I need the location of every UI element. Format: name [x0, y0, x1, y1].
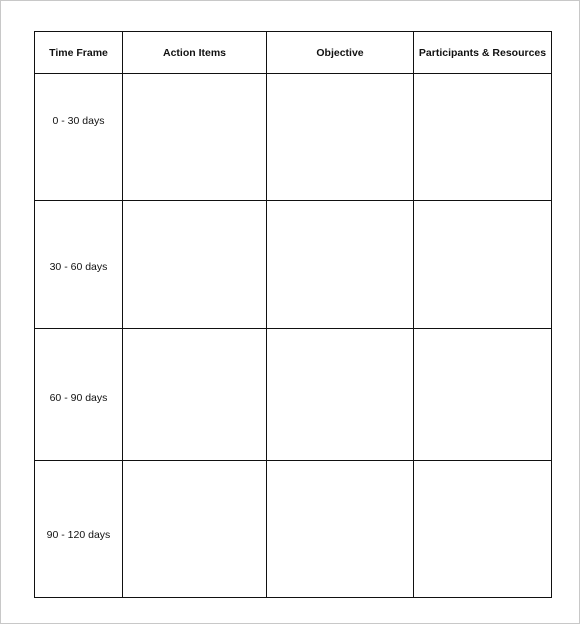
header-time-frame: Time Frame [35, 32, 123, 74]
action-items-cell[interactable] [123, 74, 267, 201]
header-participants-resources: Participants & Resources [414, 32, 552, 74]
time-frame-cell [35, 74, 123, 201]
time-frame-label: 60 - 90 days [49, 391, 108, 404]
participants-resources-cell[interactable] [414, 461, 552, 598]
table-row [35, 461, 552, 598]
time-frame-label: 30 - 60 days [49, 260, 108, 273]
time-frame-cell [35, 201, 123, 329]
participants-resources-cell[interactable] [414, 74, 552, 201]
time-frame-label: 90 - 120 days [46, 529, 111, 541]
header-objective: Objective [267, 32, 414, 74]
objective-cell[interactable] [267, 74, 414, 201]
table-row [35, 329, 552, 461]
participants-resources-cell[interactable] [414, 329, 552, 461]
objective-cell[interactable] [267, 201, 414, 329]
time-frame-label: 0 - 30 days [52, 115, 105, 127]
header-action-items: Action Items [123, 32, 267, 74]
table-body [35, 74, 552, 598]
objective-cell[interactable] [267, 329, 414, 461]
header-row [35, 32, 552, 74]
table-row [35, 201, 552, 329]
table-row [35, 74, 552, 201]
action-items-cell[interactable] [123, 461, 267, 598]
time-frame-cell [35, 461, 123, 598]
action-plan-table [34, 31, 552, 598]
table-header [35, 32, 552, 74]
action-items-cell[interactable] [123, 329, 267, 461]
participants-resources-cell[interactable] [414, 201, 552, 329]
objective-cell[interactable] [267, 461, 414, 598]
time-frame-cell [35, 329, 123, 461]
action-items-cell[interactable] [123, 201, 267, 329]
